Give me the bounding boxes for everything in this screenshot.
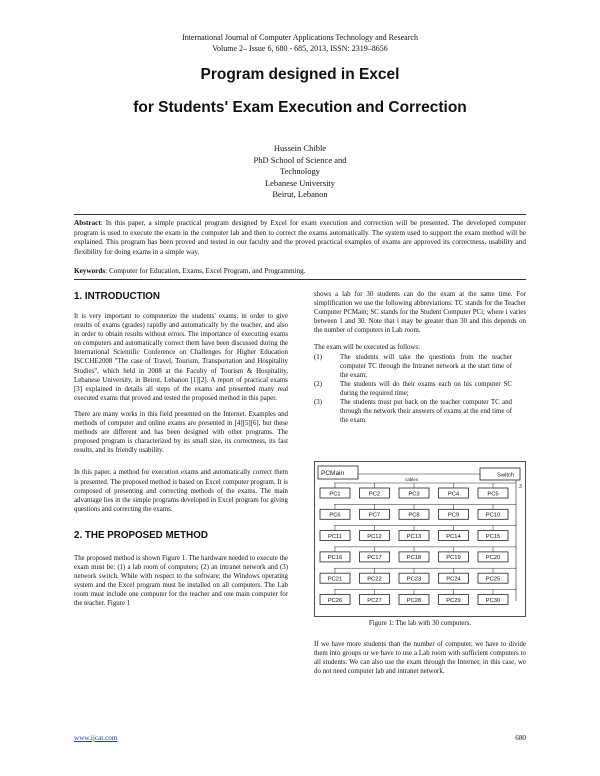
pc-label: PC1 — [329, 491, 341, 498]
author-affiliation-2: Technology — [279, 166, 320, 176]
method-paragraph-1: The proposed method is shown Figure 1. The hardware needed to execute the exam must be: (1) a lab room of computers; (2) an intranet network and (3) network switch. While with respect to the software; the Windows operating system and the Excel program must be installed on all computers. The Lab room must include one computer for the teacher and one main computer for the teacher. Figure 1 — [74, 554, 288, 608]
execution-steps — [314, 353, 526, 426]
method-paragraph-2: shows a lab for 30 students can do the exam at the same time. For simplification we use the following abbreviations: TC stands for the Teacher Computer PCMain; SC stands for the Student Computer PCi; where i varies between 1 and 30. Note that i may be greater than 30 and this depends on the number of computers in Lab room. — [314, 291, 526, 335]
right-column — [314, 290, 526, 425]
pc-label: PC16 — [327, 555, 343, 562]
section-1-heading: 1. INTRODUCTION — [74, 291, 160, 302]
pc-label: PC4 — [447, 491, 460, 498]
pc-label: PC27 — [367, 597, 382, 604]
section-2-heading: 2. THE PROPOSED METHOD — [74, 529, 208, 541]
pc-label: PC8 — [408, 512, 420, 519]
step-text: The students will take the questions from the teacher computer TC through the Intranet network at the start time of the exam; — [340, 353, 512, 379]
pc-label: PC21 — [327, 576, 343, 583]
abstract-text: : In this paper, a simple practical program designed by Excel for exam execution and correction will be presented. The developed computer program is used to execute the exam in the computer lab and then to correct the exams automatically. The system used to support the exam method will be explained. This program has been proved and tested in our faculty and the proved practical examples of exams are approved its correctness, usability and flexibility for doing exams in a simple way. — [74, 219, 526, 256]
pc-label: PC28 — [406, 597, 422, 604]
corner-mark: 3 — [519, 484, 522, 490]
pc-label: PC9 — [447, 512, 460, 519]
intro-paragraph-1: It is very important to computerize the students' exams, in order to give results of exams (grades) rapidly and automatically by the teacher, and also in order to obtain results without errors. The importance of executing exams on computers and automatically correct them have been discussed during the International Scientific Conference on Challenges for Higher Education ISCCHE2008 "The case of Travel, Tourism, Transportation and Hospitality Studies", which held in 2008 at the Faculty of Tourism & Hospitality, Lebanese University, in Beirut, Lebanon [1][2]. A report of practical exams [3] explained in details all steps of the exams and presented many real executed exams that proved and tested the proposed method in this paper. — [74, 313, 288, 402]
author-affiliation-1: PhD School of Science and — [253, 154, 347, 165]
step-number: (2) — [314, 380, 323, 388]
keywords-label: Keywords — [74, 267, 106, 275]
execution-step — [314, 398, 512, 425]
execution-step — [314, 353, 512, 380]
switch-label: Switch — [497, 472, 515, 479]
groups-paragraph: If we have more students than the number of computer, we have to divide them into groups or we have to use a Lab room with sufficient computers to all students. We can also use the exam through the Internet; in this case, we do not need computer lab and intranet network. — [314, 641, 526, 676]
pc-label: PC24 — [446, 576, 461, 583]
pc-label: PC15 — [485, 533, 501, 540]
keywords-text: : Computer for Education, Exams, Excel Program, and Programming. — [105, 267, 306, 275]
step-number: (3) — [314, 399, 323, 407]
abstract — [74, 219, 526, 257]
pc-label: PC10 — [485, 512, 501, 519]
step-text: The students must put back on the teacher computer TC and through the network their answers of exams at the end time of the exam. — [340, 399, 512, 425]
page-number: 680 — [515, 734, 526, 742]
abstract-top-rule — [74, 214, 526, 215]
left-column — [74, 291, 288, 608]
journal-volume: Volume 2– Issue 6, 680 - 685, 2013, ISSN: 2319–8656 — [212, 44, 388, 53]
pc-label: PC29 — [446, 597, 461, 604]
pc-label: PC7 — [368, 512, 381, 519]
pc-label: PC23 — [406, 576, 422, 583]
journal-name: International Journal of Computer Applications Technology and Research — [182, 33, 418, 42]
paper-title-line-2: for Students' Exam Execution and Correction — [133, 99, 467, 116]
step-text: The students will do their exams each on his computer SC during the required time; — [340, 380, 512, 397]
footer-url — [74, 734, 117, 742]
pc-label: PC18 — [406, 555, 422, 562]
pc-label: PC22 — [367, 576, 382, 583]
abstract-bottom-rule — [74, 279, 526, 280]
pc-label: PC2 — [368, 491, 381, 498]
pc-label: PC12 — [367, 533, 382, 540]
paper-title-line-1: Program designed in Excel — [200, 66, 400, 83]
author-affiliation-3: Lebanese University — [264, 177, 336, 188]
author-name: Hussein Chible — [273, 143, 327, 153]
execution-intro: The exam will be executed as follows: — [314, 344, 421, 352]
abstract-label: Abstract — [74, 219, 101, 227]
keywords — [74, 267, 526, 277]
step-number: (1) — [314, 353, 323, 361]
pc-label: PC25 — [485, 576, 501, 583]
pc-label: PC13 — [406, 533, 422, 540]
intro-paragraph-3: In this paper, a method for execution exams and automatically correct them is presented. The proposed method is based on Excel computer program. It is composed of presenting and correcting methods of the exams. The main advantage lies in the simple programs developed in Excel program for giving questions and correcting the exams. — [74, 469, 288, 513]
author-affiliation-4: Beirut, Lebanon — [272, 189, 328, 199]
pc-label: PC17 — [367, 555, 382, 562]
pc-label: PC30 — [485, 597, 501, 604]
pc-label: PC3 — [408, 491, 420, 498]
figure-1-lab-diagram — [314, 461, 526, 617]
pc-label: PC14 — [446, 533, 461, 540]
pc-label: PC19 — [446, 555, 461, 562]
pc-label: PC26 — [327, 597, 343, 604]
pc-label: PC20 — [485, 555, 501, 562]
pcmain-label: PCMain — [321, 470, 345, 477]
journal-link[interactable]: www.ijcat.com — [74, 734, 118, 742]
figure-1-caption: Figure 1: The lab with 30 computers. — [368, 620, 472, 627]
pc-label: PC6 — [329, 512, 341, 519]
execution-step — [314, 380, 512, 398]
pc-label: PC5 — [487, 491, 499, 498]
pc-label: PC11 — [327, 533, 343, 540]
cables-label: cables — [405, 477, 419, 482]
intro-paragraph-2: There are many works in this field presented on the Internet. Examples and methods of computer and online exams are presented in [4][5][6], but these methods are different and has been designed with other programs. The proposed program is characterized by its small size, its correctness, its fast results, and its friendly usability. — [74, 410, 288, 455]
